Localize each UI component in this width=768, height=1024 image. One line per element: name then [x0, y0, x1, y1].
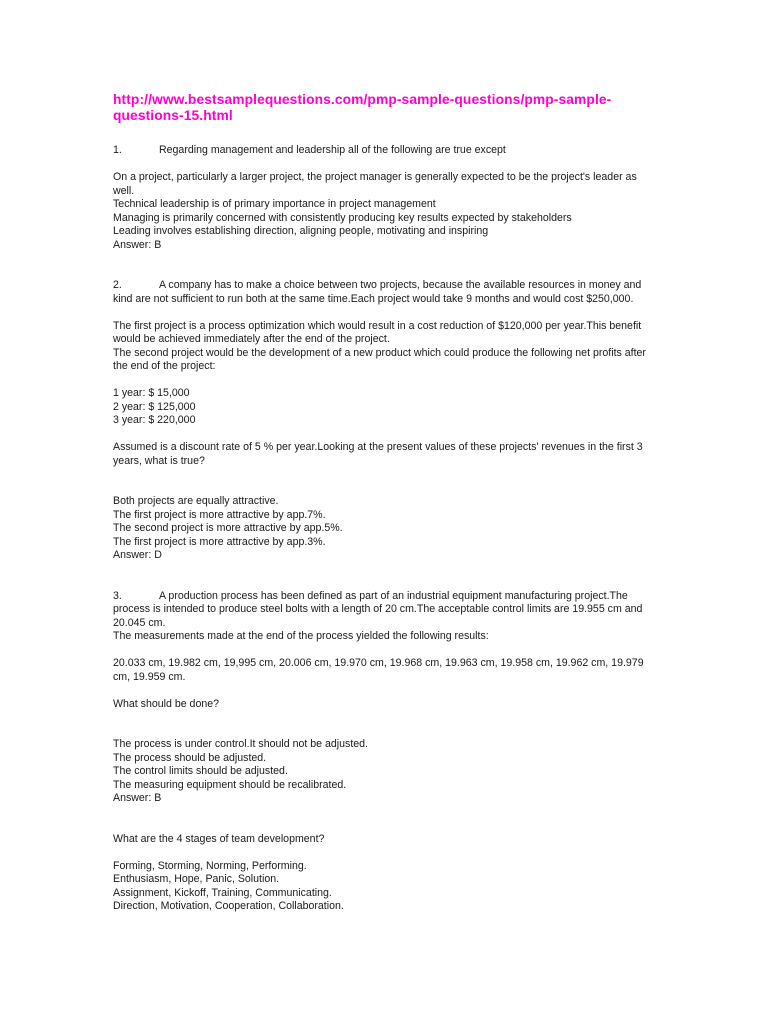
question-3-option-a: The process is under control.It should not be adjusted. — [113, 738, 368, 750]
question-3-measurements: 20.033 cm, 19.982 cm, 19,995 cm, 20.006 cm, 19.970 cm, 19.968 cm, 19.963 cm, 19.958 cm, 19.962 cm, 19.979 cm, 19.959 cm. — [113, 657, 644, 683]
question-3-paragraph-1: The measurements made at the end of the process yielded the following results: — [113, 630, 489, 642]
question-2-answer: Answer: D — [113, 549, 162, 561]
source-link[interactable]: http://www.bestsamplequestions.com/pmp-sample-questions/pmp-sample-questions-15.html — [113, 92, 612, 123]
question-2 — [113, 279, 653, 563]
question-3-number: 3. — [113, 589, 122, 602]
question-2-profit-year-1: 1 year: $ 15,000 — [113, 387, 190, 399]
question-2-stem — [113, 279, 653, 306]
question-3 — [113, 590, 653, 806]
question-2-paragraph-2: The second project would be the development of a new product which could produce the following net profits after the end of the project: — [113, 346, 646, 372]
question-4-option-d: Direction, Motivation, Cooperation, Collaboration. — [113, 900, 344, 912]
question-3-answer: Answer: B — [113, 792, 162, 804]
question-2-profit-year-3: 3 year: $ 220,000 — [113, 414, 196, 426]
question-2-paragraph-3: Assumed is a discount rate of 5 % per year.Looking at the present values of these projects' revenues in the first 3 years, what is true? — [113, 441, 643, 467]
question-3-option-c: The control limits should be adjusted. — [113, 765, 288, 777]
question-1-text: Regarding management and leadership all of the following are true except — [159, 144, 506, 156]
question-1-stem — [113, 144, 653, 158]
question-2-option-c: The second project is more attractive by app.5%. — [113, 522, 343, 534]
question-1-option-a: On a project, particularly a larger project, the project manager is generally expected to be the project's leader as well. — [113, 171, 637, 197]
question-2-option-a: Both projects are equally attractive. — [113, 495, 279, 507]
question-3-prompt: What should be done? — [113, 697, 220, 710]
question-1-number: 1. — [113, 144, 122, 156]
question-1-option-b: Technical leadership is of primary importance in project management — [113, 198, 436, 210]
question-2-profit-year-2: 2 year: $ 125,000 — [113, 400, 196, 413]
question-2-number: 2. — [113, 279, 122, 291]
question-1-answer: Answer: B — [113, 238, 162, 251]
document-page — [113, 92, 653, 914]
question-2-paragraph-1: The first project is a process optimization which would result in a cost reduction of $120,000 per year.This benefit would be achieved immediately after the end of the project. — [113, 319, 642, 345]
question-4 — [113, 833, 653, 914]
question-2-option-b: The first project is more attractive by app.7%. — [113, 508, 326, 521]
question-1-option-d: Leading involves establishing direction, aligning people, motivating and inspiring — [113, 225, 489, 237]
question-3-option-b: The process should be adjusted. — [113, 751, 267, 764]
question-1-option-c: Managing is primarily concerned with consistently producing key results expected by stakeholders — [113, 211, 572, 224]
question-4-option-c: Assignment, Kickoff, Training, Communicating. — [113, 886, 332, 899]
question-2-option-d: The first project is more attractive by app.3%. — [113, 535, 326, 548]
question-1 — [113, 144, 653, 252]
question-4-text: What are the 4 stages of team development? — [113, 832, 325, 845]
question-3-option-d: The measuring equipment should be recalibrated. — [113, 778, 347, 791]
question-2-text: A company has to make a choice between two projects, because the available resources in money and kind are not sufficient to run both at the same time.Each project would take 9 months and would cost $250,000. — [113, 279, 642, 305]
question-4-option-a: Forming, Storming, Norming, Performing. — [113, 859, 307, 872]
question-4-option-b: Enthusiasm, Hope, Panic, Solution. — [113, 873, 280, 885]
question-3-stem — [113, 590, 653, 631]
question-3-text: A production process has been defined as part of an industrial equipment manufacturing project.The process is intended to produce steel bolts with a length of 20 cm.The acceptable control limits are 19.955 cm and 20.045 cm. — [113, 589, 643, 629]
